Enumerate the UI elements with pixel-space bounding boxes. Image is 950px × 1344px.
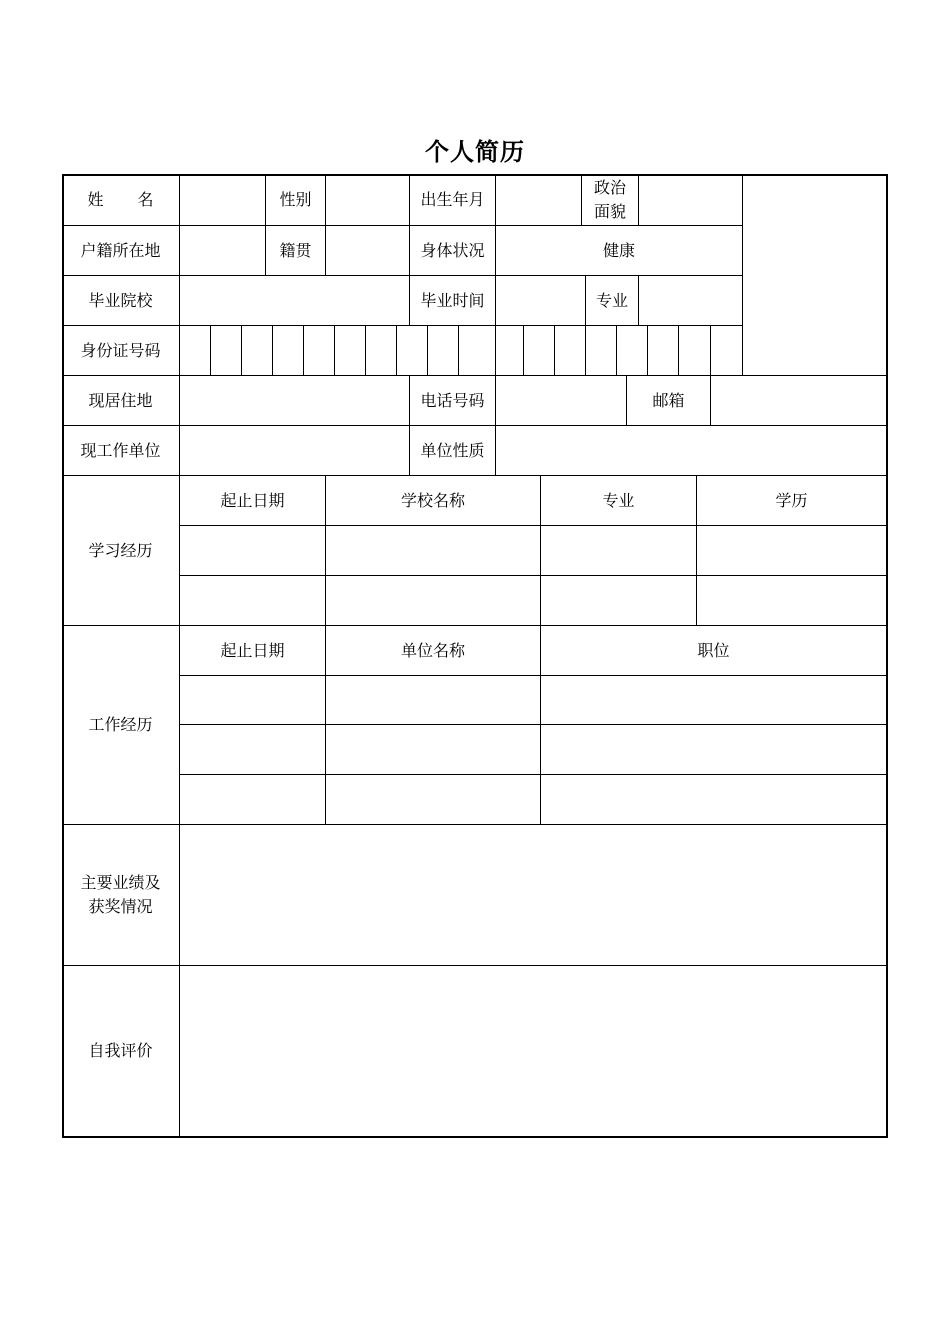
field-birth[interactable] — [495, 174, 581, 225]
label-name-2: 名 — [137, 189, 154, 209]
label-political — [581, 174, 638, 225]
edu-header-dates: 起止日期 — [179, 475, 325, 525]
field-employer[interactable] — [179, 425, 409, 475]
field-native-place[interactable] — [325, 225, 409, 275]
edu-row-1-major[interactable] — [540, 525, 696, 575]
id-digit-box[interactable] — [241, 325, 272, 375]
field-achievements[interactable] — [179, 824, 886, 965]
field-hukou[interactable] — [179, 225, 265, 275]
edu-header-major: 专业 — [540, 475, 696, 525]
field-email[interactable] — [710, 375, 886, 425]
label-political-2: 面貌 — [593, 201, 626, 221]
label-political-1: 政治 — [593, 177, 626, 197]
label-achievements — [62, 824, 179, 965]
label-address: 现居住地 — [62, 375, 179, 425]
edu-header-degree: 学历 — [696, 475, 886, 525]
field-name[interactable] — [179, 174, 265, 225]
id-digit-box[interactable] — [458, 325, 495, 375]
label-native-place: 籍贯 — [265, 225, 325, 275]
work-row-2-dates[interactable] — [179, 724, 325, 774]
edu-row-2-degree[interactable] — [696, 575, 886, 625]
id-digit-box[interactable] — [427, 325, 458, 375]
edu-row-1-dates[interactable] — [179, 525, 325, 575]
work-row-1-employer[interactable] — [325, 675, 540, 724]
label-hukou: 户籍所在地 — [62, 225, 179, 275]
edu-header-school: 学校名称 — [325, 475, 540, 525]
id-digit-box[interactable] — [303, 325, 334, 375]
edu-row-2-major[interactable] — [540, 575, 696, 625]
field-school[interactable] — [179, 275, 409, 325]
work-row-2-position[interactable] — [540, 724, 886, 774]
photo-area[interactable] — [742, 174, 886, 375]
label-school: 毕业院校 — [62, 275, 179, 325]
field-major[interactable] — [638, 275, 742, 325]
edu-row-1-degree[interactable] — [696, 525, 886, 575]
label-major: 专业 — [585, 275, 638, 325]
id-digit-box[interactable] — [585, 325, 616, 375]
label-name — [62, 174, 179, 225]
label-self-eval: 自我评价 — [62, 965, 179, 1136]
label-achievements-1: 主要业绩及 — [80, 873, 161, 892]
id-digit-box[interactable] — [678, 325, 710, 375]
id-digit-box[interactable] — [179, 325, 210, 375]
label-education: 学习经历 — [62, 475, 179, 625]
field-gender[interactable] — [325, 174, 409, 225]
work-header-employer: 单位名称 — [325, 625, 540, 675]
label-health: 身体状况 — [409, 225, 495, 275]
field-political[interactable] — [638, 174, 742, 225]
work-header-dates: 起止日期 — [179, 625, 325, 675]
label-phone: 电话号码 — [409, 375, 495, 425]
field-phone[interactable] — [495, 375, 626, 425]
id-digit-box[interactable] — [495, 325, 523, 375]
page-title: 个人简历 — [425, 137, 525, 166]
work-row-3-employer[interactable] — [325, 774, 540, 824]
field-employer-type[interactable] — [495, 425, 886, 475]
work-row-1-position[interactable] — [540, 675, 886, 724]
field-address[interactable] — [179, 375, 409, 425]
id-digit-box[interactable] — [272, 325, 303, 375]
edu-row-1-school[interactable] — [325, 525, 540, 575]
work-row-1-dates[interactable] — [179, 675, 325, 724]
id-digit-box[interactable] — [523, 325, 554, 375]
label-gender: 性别 — [265, 174, 325, 225]
id-digit-box[interactable] — [334, 325, 365, 375]
edu-row-2-dates[interactable] — [179, 575, 325, 625]
label-employer-type: 单位性质 — [409, 425, 495, 475]
work-header-position: 职位 — [540, 625, 886, 675]
field-health[interactable]: 健康 — [495, 225, 742, 275]
field-self-eval[interactable] — [179, 965, 886, 1136]
id-digit-box[interactable] — [647, 325, 678, 375]
label-grad-time: 毕业时间 — [409, 275, 495, 325]
label-id-number: 身份证号码 — [62, 325, 179, 375]
field-grad-time[interactable] — [495, 275, 585, 325]
label-work: 工作经历 — [62, 625, 179, 824]
id-digit-box[interactable] — [710, 325, 742, 375]
work-row-2-employer[interactable] — [325, 724, 540, 774]
label-birth: 出生年月 — [409, 174, 495, 225]
work-row-3-dates[interactable] — [179, 774, 325, 824]
edu-row-2-school[interactable] — [325, 575, 540, 625]
id-digit-box[interactable] — [210, 325, 241, 375]
id-digit-box[interactable] — [616, 325, 647, 375]
label-email: 邮箱 — [626, 375, 710, 425]
label-employer: 现工作单位 — [62, 425, 179, 475]
id-digit-box[interactable] — [365, 325, 396, 375]
id-digit-box[interactable] — [396, 325, 427, 375]
id-digit-box[interactable] — [554, 325, 585, 375]
label-name-1: 姓 — [87, 189, 104, 209]
label-achievements-2: 获奖情况 — [88, 897, 153, 916]
work-row-3-position[interactable] — [540, 774, 886, 824]
resume-form — [62, 174, 888, 1138]
